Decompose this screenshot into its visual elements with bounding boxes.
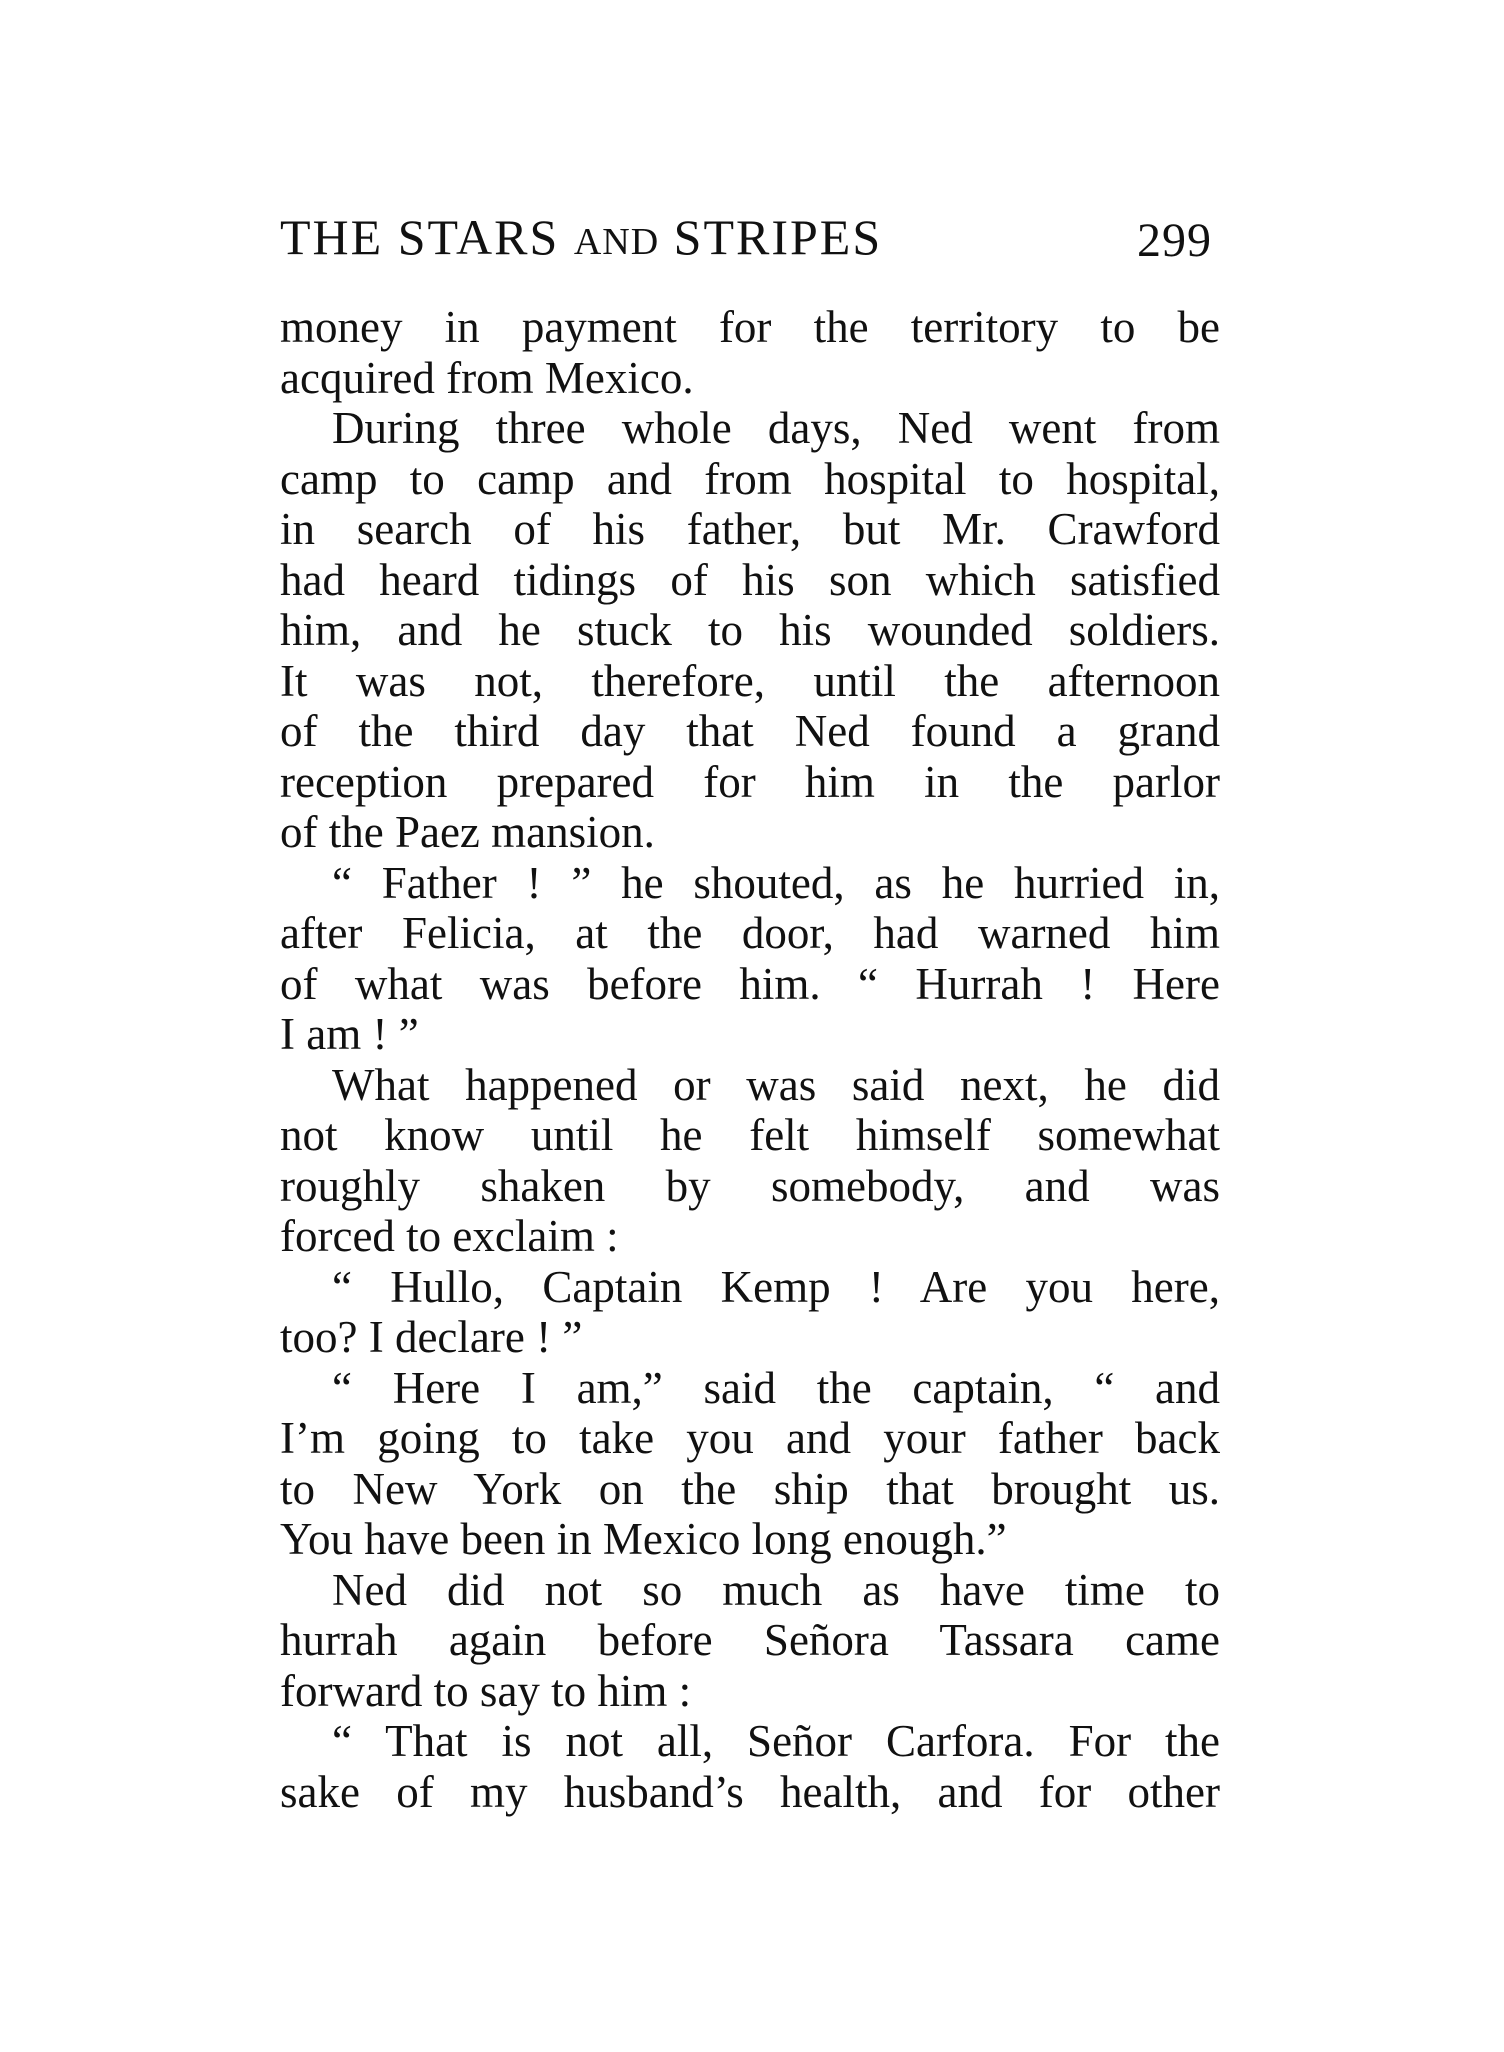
text-line-18: roughly shaken by somebody, and was	[280, 1160, 1220, 1211]
text-line-2: acquired from Mexico.	[280, 352, 694, 403]
text-line-30: sake of my husband’s health, and for other	[280, 1766, 1220, 1817]
running-head-title	[280, 202, 882, 277]
title-part-3: STRIPES	[673, 209, 883, 265]
text-line-24: to New York on the ship that brought us.	[280, 1463, 1220, 1514]
page-number: 299	[1137, 214, 1212, 267]
text-line-4: camp to camp and from hospital to hospital,	[280, 453, 1220, 504]
text-line-28: forward to say to him :	[280, 1665, 692, 1716]
text-line-17: not know until he felt himself somewhat	[280, 1110, 1220, 1160]
text-line-25: You have been in Mexico long enough.”	[280, 1514, 1007, 1564]
text-line-19: forced to exclaim :	[280, 1211, 619, 1261]
text-line-21: too? I declare ! ”	[280, 1312, 583, 1362]
text-line-14: of what was before him. “ Hurrah ! Here	[280, 958, 1220, 1009]
text-line-9: of the third day that Ned found a grand	[280, 706, 1220, 756]
title-part-1: THE STARS	[280, 209, 560, 265]
text-line-6: had heard tidings of his son which satisfied	[280, 554, 1220, 605]
text-line-23: I’m going to take you and your father back	[280, 1413, 1220, 1463]
text-line-26: Ned did not so much as have time to	[332, 1564, 1220, 1615]
text-line-11: of the Paez mansion.	[280, 807, 655, 857]
text-line-12: “ Father ! ” he shouted, as he hurried in,	[332, 857, 1220, 908]
title-part-2: AND	[573, 221, 660, 263]
text-line-3: During three whole days, Ned went from	[332, 403, 1220, 453]
text-line-29: “ That is not all, Señor Carfora. For the	[332, 1716, 1220, 1766]
text-line-10: reception prepared for him in the parlor	[280, 756, 1220, 807]
text-line-20: “ Hullo, Captain Kemp ! Are you here,	[332, 1261, 1220, 1312]
text-line-7: him, and he stuck to his wounded soldiers.	[280, 605, 1220, 655]
text-line-15: I am ! ”	[280, 1009, 419, 1059]
running-head	[280, 202, 1220, 272]
text-line-16: What happened or was said next, he did	[332, 1059, 1220, 1110]
text-line-1: money in payment for the territory to be	[280, 302, 1220, 352]
text-line-8: It was not, therefore, until the afternoon	[280, 655, 1220, 706]
text-line-5: in search of his father, but Mr. Crawford	[280, 504, 1220, 554]
text-line-27: hurrah again before Señora Tassara came	[280, 1615, 1220, 1665]
body-text	[280, 302, 1220, 1817]
text-line-22: “ Here I am,” said the captain, “ and	[332, 1362, 1220, 1413]
text-line-13: after Felicia, at the door, had warned him	[280, 908, 1220, 958]
